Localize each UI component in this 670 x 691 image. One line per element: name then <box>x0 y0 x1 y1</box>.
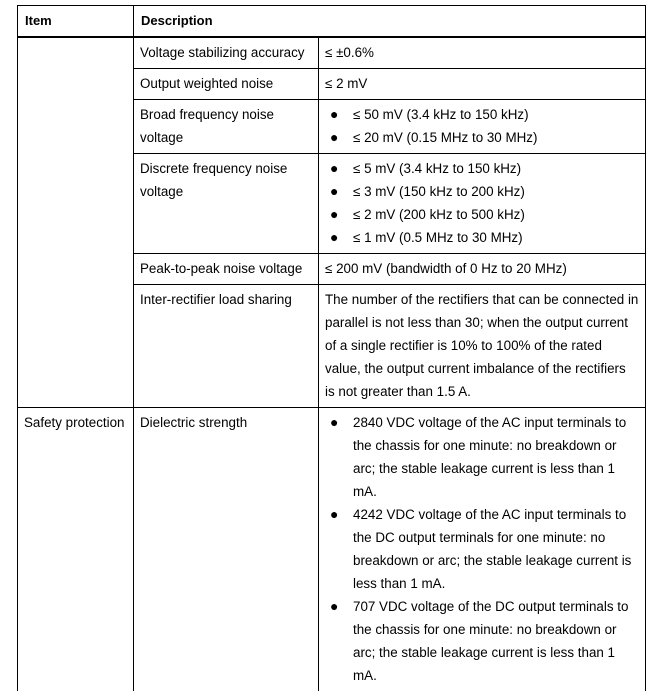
bullet-icon: ● <box>330 226 338 249</box>
bullet-icon: ● <box>330 503 338 526</box>
spec-cell: ≤ 200 mV (bandwidth of 0 Hz to 20 MHz) <box>319 254 646 285</box>
spec-cell <box>319 100 646 154</box>
spec-cell <box>319 408 646 691</box>
table-row <box>18 408 646 691</box>
spec-cell <box>319 154 646 254</box>
spec-bullet-text: ≤ 1 mV (0.5 MHz to 30 MHz) <box>353 230 523 245</box>
spec-bullet-text: 707 VDC voltage of the DC output terminals to the chassis for one minute: no breakdown or arc; the stable leakage current is less than 1 mA. <box>353 599 628 683</box>
bullet-icon: ● <box>330 411 338 434</box>
spec-bullet-list <box>325 157 639 249</box>
spec-bullet-item <box>325 157 639 180</box>
spec-bullet-text: 2840 VDC voltage of the AC input terminals to the chassis for one minute: no breakdown or arc; the stable leakage current is less than 1 mA. <box>353 415 626 499</box>
bullet-icon: ● <box>330 595 338 618</box>
description-cell: Broad frequency noise voltage <box>134 100 319 154</box>
description-cell: Voltage stabilizing accuracy <box>134 37 319 69</box>
spec-bullet-text: 4242 VDC voltage of the AC input terminals to the DC output terminals for one minute: no breakdown or arc; the stable leakage current is less than 1 mA. <box>353 507 631 591</box>
description-cell: Dielectric strength <box>134 408 319 691</box>
spec-bullet-list <box>325 103 639 149</box>
spec-bullet-text: ≤ 20 mV (0.15 MHz to 30 MHz) <box>353 130 537 145</box>
description-cell: Output weighted noise <box>134 69 319 100</box>
spec-bullet-item <box>325 180 639 203</box>
description-cell: Discrete frequency noise voltage <box>134 154 319 254</box>
bullet-icon: ● <box>330 157 338 180</box>
spec-bullet-item <box>325 203 639 226</box>
spec-bullet-list <box>325 411 639 687</box>
spec-cell: ≤ ±0.6% <box>319 37 646 69</box>
spec-bullet-item <box>325 503 639 595</box>
item-cell: Safety protection <box>18 408 134 691</box>
spec-bullet-item <box>325 411 639 503</box>
table-row <box>18 37 646 69</box>
spec-bullet-item <box>325 595 639 687</box>
table-body <box>18 37 646 691</box>
description-cell: Inter-rectifier load sharing <box>134 285 319 408</box>
description-cell: Peak-to-peak noise voltage <box>134 254 319 285</box>
bullet-icon: ● <box>330 103 338 126</box>
header-item: Item <box>18 6 134 38</box>
spec-cell: The number of the rectifiers that can be connected in parallel is not less than 30; when the output current of a single rectifier is 10% to 100% of the rated value, the output current imbalance of the rectifiers is not greater than 1.5 A. <box>319 285 646 408</box>
bullet-icon: ● <box>330 126 338 149</box>
spec-bullet-item <box>325 103 639 126</box>
spec-bullet-text: ≤ 3 mV (150 kHz to 200 kHz) <box>353 184 525 199</box>
spec-bullet-item <box>325 226 639 249</box>
spec-cell: ≤ 2 mV <box>319 69 646 100</box>
table-header-row <box>18 6 646 38</box>
bullet-icon: ● <box>330 203 338 226</box>
spec-bullet-text: ≤ 50 mV (3.4 kHz to 150 kHz) <box>353 107 529 122</box>
bullet-icon: ● <box>330 180 338 203</box>
spec-bullet-text: ≤ 5 mV (3.4 kHz to 150 kHz) <box>353 161 521 176</box>
item-cell <box>18 37 134 408</box>
spec-table <box>17 5 646 691</box>
header-description: Description <box>134 6 646 38</box>
spec-bullet-text: ≤ 2 mV (200 kHz to 500 kHz) <box>353 207 525 222</box>
spec-bullet-item <box>325 126 639 149</box>
